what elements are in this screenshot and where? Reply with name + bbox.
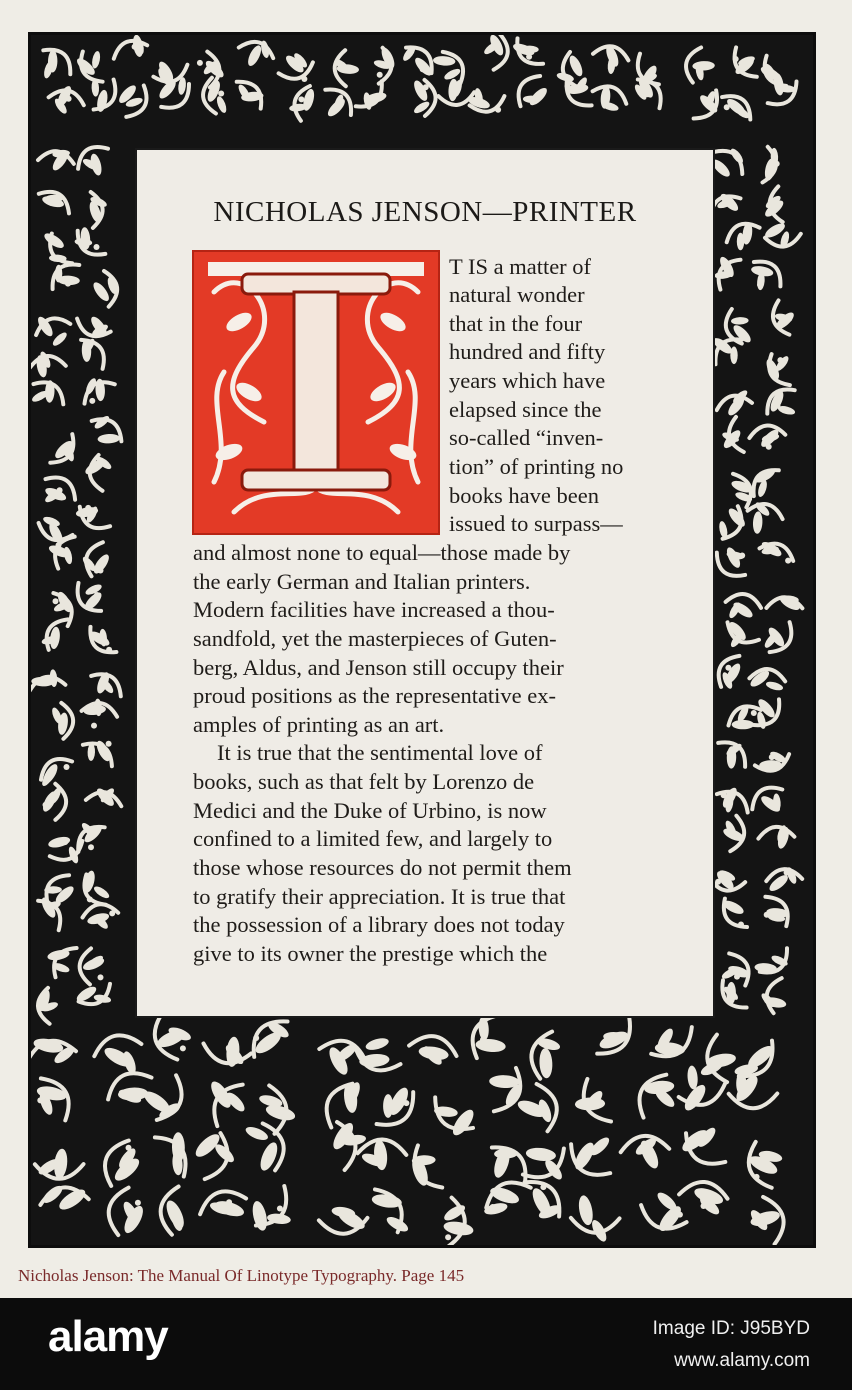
floral-border — [28, 32, 816, 1248]
text-line: books, such as that felt by Lorenzo de — [193, 769, 535, 794]
text-line: Medici and the Duke of Urbino, is now — [193, 798, 547, 823]
text-line: and almost none to equal—those made by — [193, 540, 571, 565]
watermark-url: www.alamy.com — [674, 1350, 810, 1371]
text-line: berg, Aldus, and Jenson still occupy their — [193, 655, 564, 680]
watermark-bar — [0, 1298, 852, 1390]
text-line: give to its owner the prestige which the — [193, 941, 548, 966]
text-line: elapsed since the — [449, 397, 602, 422]
page-title: NICHOLAS JENSON—PRINTER — [213, 196, 637, 228]
text-line: books have been — [449, 483, 599, 508]
text-line: tion” of printing no — [449, 454, 624, 479]
text-line: the early German and Italian printers. — [193, 569, 531, 594]
image-id: Image ID: J95BYD — [652, 1318, 810, 1339]
text-line: so-called “inven- — [449, 425, 604, 450]
text-panel — [135, 148, 715, 1018]
text-line: natural wonder — [449, 282, 585, 307]
text-line: years which have — [449, 368, 606, 393]
text-line: Modern facilities have increased a thou- — [193, 597, 555, 622]
text-line: the possession of a library does not today — [193, 912, 565, 937]
text-line: confined to a limited few, and largely to — [193, 826, 553, 851]
text-line: T IS a matter of — [449, 254, 592, 279]
text-line: proud positions as the representative ex- — [193, 683, 557, 708]
text-line: hundred and fifty — [449, 339, 606, 364]
alamy-logo: alamy — [48, 1312, 168, 1361]
image-caption: Nicholas Jenson: The Manual Of Linotype Typography. Page 145 — [18, 1266, 465, 1285]
text-line: sandfold, yet the masterpieces of Guten- — [193, 626, 557, 651]
text-line: to gratify their appreciation. It is true that — [193, 884, 566, 909]
text-line: those whose resources do not permit them — [193, 855, 572, 880]
decorated-initial-icon — [192, 250, 440, 535]
text-line: that in the four — [449, 311, 583, 336]
text-line: issued to surpass— — [449, 511, 623, 536]
text-line: amples of printing as an art. — [193, 712, 445, 737]
text-line: It is true that the sentimental love of — [217, 740, 543, 765]
